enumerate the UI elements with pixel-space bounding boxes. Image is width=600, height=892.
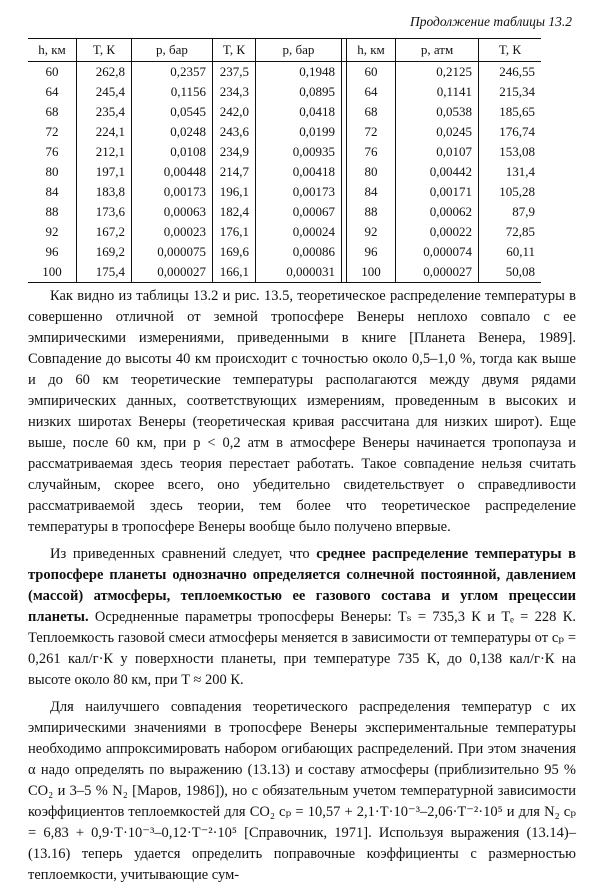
table-cell: 60 [45,64,59,79]
header-cell: p, бар [132,39,213,62]
table-cell: 0,2125 [396,62,479,83]
table-row [28,262,541,283]
table-cell: 182,4 [213,202,256,222]
paragraph: Как видно из таблицы 13.2 и рис. 13.5, теоретическое распределение температуры в совершенно отличной от земной тропосфере Венеры неплохо совпало с ее эмпирическими измерениями, приведенными в книге [Планета Венера, 1989]. Совпадение до высоты 40 км происходит с точностью около 0,5–1,0 %, тогда как выше и до 60 км теоретические температуры располагаются между двумя рядами эмпирических данных, соответствующих измерениям, проведенным в высоких и низких широтах Венеры (теоретическая кривая рассчитана для низких широт). Еще выше, после 60 км, при p < 0,2 атм в атмосфере Венеры начинается тропопауза и рассматриваемая здесь теория перестает работать. Такое совпадение нельзя считать случайным, скорее всего, оно убедительно свидетельствует о справедливости рассматриваемой здесь теории, тем более что теоретическое распределение температуры в тропосфере Венеры вообще было получено впервые. [28,288,576,535]
table-row [28,142,541,162]
table-cell: 0,000074 [396,242,479,262]
table-cell: 0,000027 [132,262,213,283]
table-cell: 64 [45,84,59,99]
table-row [28,202,541,222]
header-cell: p, атм [396,39,479,62]
table-cell: 215,34 [479,82,542,102]
table-cell: 176,1 [213,222,256,242]
table-cell: 0,2357 [132,62,213,83]
table-row [28,162,541,182]
table-cell: 176,74 [479,122,542,142]
table-caption: Продолжение таблицы 13.2 [409,14,572,29]
table-cell: 131,4 [479,162,542,182]
table-cell: 0,1141 [396,82,479,102]
table-cell: 169,2 [77,242,132,262]
table-cell: 72 [45,124,59,139]
body-text [28,286,576,892]
table-cell: 234,3 [213,82,256,102]
table-cell: 175,4 [77,262,132,283]
table-cell: 100 [28,262,77,283]
header-cell: h, км [28,39,77,62]
table-cell: 0,00448 [132,162,213,182]
table-cell: 84 [347,182,396,202]
table-row [28,182,541,202]
table-cell: 76 [347,142,396,162]
table-row [28,82,541,102]
table-row [28,102,541,122]
table-cell: 246,55 [479,62,542,83]
table-cell: 153,08 [479,142,542,162]
table-cell: 0,000031 [256,262,342,283]
table-cell: 0,00067 [256,202,342,222]
table-cell: 214,7 [213,162,256,182]
table-row [28,122,541,142]
table-cell: 0,1156 [132,82,213,102]
table-cell: 169,6 [213,242,256,262]
table-cell: 80 [45,164,59,179]
table-cell: 87,9 [479,202,542,222]
table-cell: 68 [45,104,59,119]
table-cell: 183,8 [77,182,132,202]
table-cell: 0,00171 [396,182,479,202]
table-cell: 100 [347,262,396,283]
table-cell: 0,00022 [396,222,479,242]
table-cell: 196,1 [213,182,256,202]
table-cell: 0,1948 [256,62,342,83]
table-cell: 60,11 [479,242,542,262]
table-cell: 0,00935 [256,142,342,162]
table-cell: 64 [347,82,396,102]
table-cell: 0,0545 [132,102,213,122]
table-cell: 173,6 [77,202,132,222]
table-cell: 0,00062 [396,202,479,222]
table-cell: 72 [347,122,396,142]
table-cell: 166,1 [213,262,256,283]
table-body [28,62,541,283]
header-cell: T, К [479,39,542,62]
table-cell: 0,00173 [132,182,213,202]
table-cell: 234,9 [213,142,256,162]
table-cell: 0,0248 [132,122,213,142]
table-cell: 88 [45,204,59,219]
table-cell: 243,6 [213,122,256,142]
table-cell: 68 [347,102,396,122]
table-cell: 0,00173 [256,182,342,202]
table-cell: 0,00086 [256,242,342,262]
table-row [28,62,541,83]
table-cell: 185,65 [479,102,542,122]
table-cell: 0,00023 [132,222,213,242]
table-cell: 0,00442 [396,162,479,182]
table-cell: 96 [45,244,59,259]
table-cell: 0,0418 [256,102,342,122]
data-table [28,38,541,283]
header-cell: T, К [77,39,132,62]
header-cell: T, К [213,39,256,62]
table-cell: 84 [45,184,59,199]
header-cell: h, км [347,39,396,62]
table-cell: 0,000075 [132,242,213,262]
table-cell: 0,0245 [396,122,479,142]
table-cell: 237,5 [213,62,256,83]
table-cell: 0,0108 [132,142,213,162]
table-cell: 105,28 [479,182,542,202]
table-cell: 96 [347,242,396,262]
table-cell: 0,00418 [256,162,342,182]
table-header-row [28,39,541,62]
table-cell: 242,0 [213,102,256,122]
table-cell: 0,0538 [396,102,479,122]
table-cell: 50,08 [479,262,542,283]
table-cell: 212,1 [77,142,132,162]
table-cell: 72,85 [479,222,542,242]
table-cell: 0,000027 [396,262,479,283]
table-cell: 224,1 [77,122,132,142]
table-cell: 262,8 [77,62,132,83]
table-cell: 80 [347,162,396,182]
table-cell: 167,2 [77,222,132,242]
table-cell: 60 [347,62,396,83]
header-cell: p, бар [256,39,342,62]
table-row [28,242,541,262]
table-cell: 0,0895 [256,82,342,102]
table-cell: 235,4 [77,102,132,122]
table-cell: 0,00024 [256,222,342,242]
table-cell: 92 [347,222,396,242]
paragraph: Из приведенных сравнений следует, что среднее распределение температуры в тропосфере планеты однозначно определяется солнечной постоянной, давлением (массой) атмосферы, теплоемкостью ее газового состава и углом прецессии планеты. Осредненные параметры тропосферы Венеры: Tₛ = 735,3 К и Tₑ = 228 К. Теплоемкость газовой смеси атмосферы меняется в зависимости от температуры от cₚ = 0,261 кал/г·К у поверхности планеты, при температуре 735 К, до 0,138 кал/г·К на высоте около 80 км, при T ≈ 200 К. [28,546,576,688]
table-cell: 245,4 [77,82,132,102]
table-cell: 197,1 [77,162,132,182]
table-cell: 0,0107 [396,142,479,162]
table-cell: 76 [45,144,59,159]
table-cell: 88 [347,202,396,222]
table-cell: 0,0199 [256,122,342,142]
table-cell: 92 [45,224,59,239]
paragraph: Для наилучшего совпадения теоретического распределения температур с их эмпирическими значениями в тропосфере Венеры экспериментальные температуры необходимо аппроксимировать набором огибающих распределений. При этом значения α надо определять по выражению (13.13) и составу атмосферы (приблизительно 95 % CO₂ и 3–5 % N₂ [Маров, 1986]), но с обязательным учетом температурной зависимости коэффициентов теплоемкостей для CO₂ cₚ = 10,57 + 2,1·T·10⁻³–2,06·T⁻²·10⁵ и для N₂ cₚ = 6,83 + 0,9·T·10⁻³–0,12·T⁻²·10⁵ [Справочник, 1971]. Используя выражения (13.14)–(13.16) теперь удается определить поправочные коэффициенты с размерностью теплоемкости, учитывающие сум- [28,699,576,883]
table-row [28,222,541,242]
table-cell: 0,00063 [132,202,213,222]
